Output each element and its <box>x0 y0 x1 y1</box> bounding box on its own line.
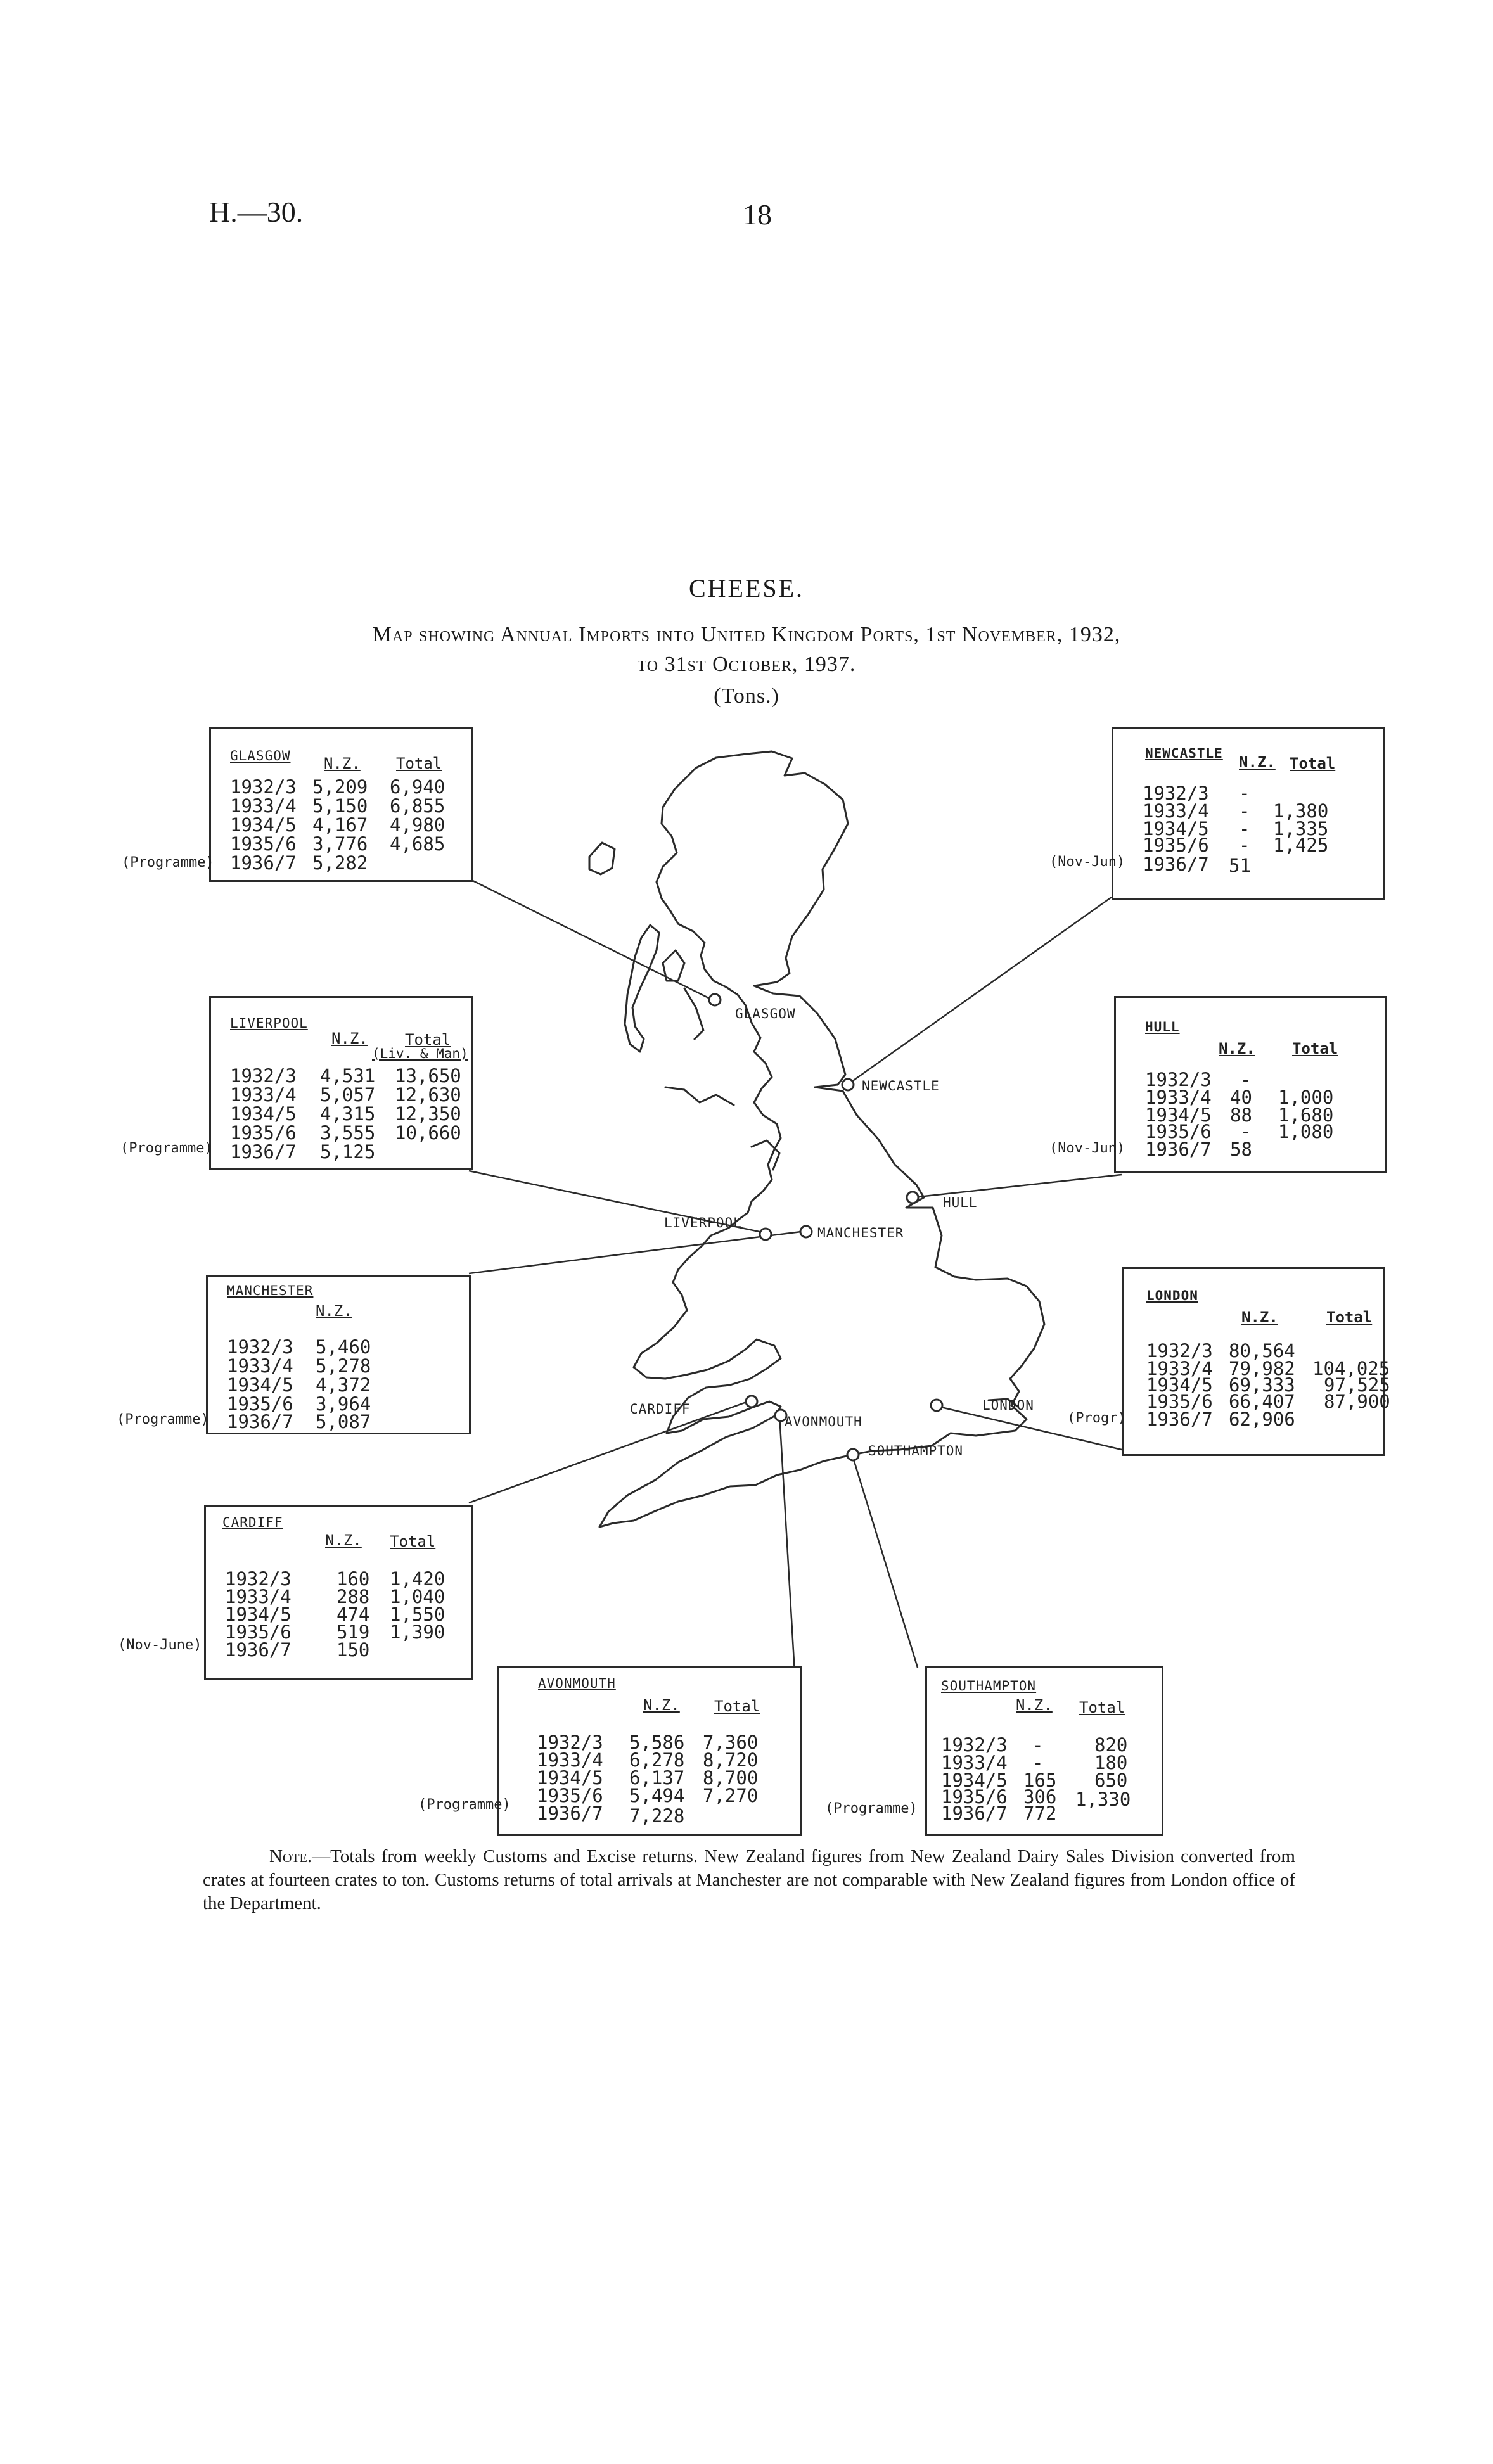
hull-nz-value: - <box>1240 1069 1252 1090</box>
london-year: 1936/7 <box>1146 1408 1213 1430</box>
port-marker-glasgow <box>709 994 721 1005</box>
manchester-year: 1934/5 <box>227 1374 293 1396</box>
avonmouth-total-value: 7,360 <box>703 1732 759 1753</box>
map-label-london: LONDON <box>982 1398 1034 1413</box>
port-marker-southampton <box>847 1449 859 1460</box>
wales-bay <box>665 1087 734 1105</box>
glasgow-total-value: 6,940 <box>390 776 445 798</box>
avonmouth-total-header: Total <box>714 1697 760 1715</box>
hull-nz-value: - <box>1240 1121 1252 1142</box>
newcastle-nz-value: 51 <box>1229 855 1251 876</box>
london-programme-note: (Progr) <box>1067 1410 1126 1426</box>
liverpool-table <box>209 996 473 1170</box>
liverpool-nz-header: N.Z. <box>331 1030 368 1047</box>
london-total-value: 97,525 <box>1324 1374 1390 1396</box>
leader-avonmouth <box>779 1414 795 1673</box>
southampton-nz-value: 772 <box>1023 1803 1057 1824</box>
glasgow-year: 1933/4 <box>230 795 297 817</box>
avonmouth-nz-value: 5,494 <box>629 1785 685 1806</box>
port-marker-newcastle <box>842 1079 854 1090</box>
avonmouth-year: 1936/7 <box>537 1803 603 1824</box>
southampton-nz-value: 306 <box>1023 1786 1057 1808</box>
london-total-header: Total <box>1326 1308 1373 1326</box>
liverpool-nz-value: 5,057 <box>320 1084 376 1106</box>
southampton-nz-value: - <box>1032 1752 1044 1773</box>
hull-year: 1934/5 <box>1145 1104 1212 1126</box>
liverpool-year: 1932/3 <box>230 1065 297 1087</box>
cardiff-nz-value: 288 <box>336 1586 370 1607</box>
hull-table <box>1114 996 1387 1173</box>
avonmouth-table <box>497 1666 802 1836</box>
avonmouth-total-value: 7,270 <box>703 1785 759 1806</box>
southampton-nz-value: - <box>1032 1734 1044 1756</box>
hebrides-islands <box>625 925 659 1052</box>
cardiff-year: 1932/3 <box>225 1568 292 1590</box>
map-label-avonmouth: AVONMOUTH <box>785 1414 862 1429</box>
avonmouth-year: 1933/4 <box>537 1749 603 1771</box>
cardiff-nz-header: N.Z. <box>325 1531 362 1549</box>
newcastle-year: 1935/6 <box>1143 834 1209 856</box>
southampton-year: 1936/7 <box>941 1803 1008 1824</box>
manchester-nz-value: 5,460 <box>316 1336 371 1358</box>
liverpool-total-value: 12,350 <box>395 1103 461 1125</box>
cardiff-total-value: 1,420 <box>390 1568 445 1590</box>
southampton-table <box>925 1666 1163 1836</box>
cardiff-table <box>204 1505 473 1680</box>
newcastle-total-value: 1,380 <box>1273 800 1329 822</box>
southampton-programme-note: (Programme) <box>825 1801 918 1816</box>
southampton-total-value: 820 <box>1094 1734 1128 1756</box>
southampton-total-value: 650 <box>1094 1770 1128 1791</box>
newcastle-total-value: 1,335 <box>1273 818 1329 839</box>
hull-nz-value: 58 <box>1230 1139 1252 1160</box>
footnote-text: —Totals from weekly Customs and Excise returns. New Zealand figures from New Zealand Dairy Sales Division converted from crates at fourteen crates to ton. Customs returns of total arrivals at Manchester are not comparable with New Zealand figures from London office of the Department. <box>203 1846 1295 1913</box>
southampton-nz-value: 165 <box>1023 1770 1057 1791</box>
newcastle-year: 1933/4 <box>1143 800 1209 822</box>
cardiff-nz-value: 160 <box>336 1568 370 1590</box>
avonmouth-year: 1935/6 <box>537 1785 603 1806</box>
cardiff-year: 1934/5 <box>225 1604 292 1625</box>
document-reference: H.—30. <box>209 196 304 228</box>
hull-year: 1935/6 <box>1145 1121 1212 1142</box>
avonmouth-nz-value: 6,278 <box>629 1749 685 1771</box>
liverpool-nz-value: 3,555 <box>320 1122 376 1144</box>
cardiff-nz-value: 519 <box>336 1621 370 1643</box>
southampton-total-value: 180 <box>1094 1752 1128 1773</box>
manchester-table <box>206 1275 471 1434</box>
liverpool-nz-value: 4,315 <box>320 1103 376 1125</box>
map-label-liverpool: LIVERPOOL <box>664 1215 742 1230</box>
southampton-total-header: Total <box>1079 1699 1125 1716</box>
london-total-value: 87,900 <box>1324 1391 1390 1412</box>
map-units: (Tons.) <box>714 684 779 708</box>
manchester-year: 1933/4 <box>227 1355 293 1377</box>
london-nz-header: N.Z. <box>1241 1308 1278 1326</box>
liverpool-programme-note: (Programme) <box>120 1140 213 1156</box>
glasgow-nz-value: 5,282 <box>312 852 368 874</box>
glasgow-nz-value: 5,150 <box>312 795 368 817</box>
liverpool-nz-value: 5,125 <box>320 1141 376 1163</box>
firth-clyde <box>684 988 703 1039</box>
avonmouth-title: AVONMOUTH <box>538 1676 616 1691</box>
liverpool-total-value: 10,660 <box>395 1122 461 1144</box>
leader-hull <box>913 1175 1122 1197</box>
hull-title: HULL <box>1145 1019 1180 1035</box>
glasgow-total-value: 4,980 <box>390 814 445 836</box>
avonmouth-nz-header: N.Z. <box>643 1696 680 1714</box>
newcastle-title: NEWCASTLE <box>1145 746 1223 761</box>
manchester-year: 1932/3 <box>227 1336 293 1358</box>
liverpool-title: LIVERPOOL <box>230 1016 308 1031</box>
manchester-nz-value: 4,372 <box>316 1374 371 1396</box>
glasgow-table <box>209 727 473 882</box>
newcastle-table <box>1112 727 1385 900</box>
hull-nz-header: N.Z. <box>1219 1040 1255 1057</box>
hull-year: 1933/4 <box>1145 1087 1212 1108</box>
map-label-cardiff: CARDIFF <box>630 1401 691 1417</box>
london-nz-value: 79,982 <box>1229 1358 1295 1379</box>
avonmouth-nz-value: 6,137 <box>629 1767 685 1789</box>
glasgow-total-value: 4,685 <box>390 833 445 855</box>
london-nz-value: 69,333 <box>1229 1374 1295 1396</box>
glasgow-year: 1934/5 <box>230 814 297 836</box>
glasgow-year: 1935/6 <box>230 833 297 855</box>
southampton-title: SOUTHAMPTON <box>941 1678 1037 1694</box>
glasgow-nz-header: N.Z. <box>324 755 361 772</box>
southampton-nz-header: N.Z. <box>1016 1696 1053 1714</box>
glasgow-nz-value: 4,167 <box>312 814 368 836</box>
london-table <box>1122 1267 1390 1456</box>
glasgow-year: 1932/3 <box>230 776 297 798</box>
glasgow-programme-note: (Programme) <box>122 855 214 871</box>
hull-nz-value: 40 <box>1230 1087 1252 1108</box>
port-marker-london <box>931 1400 942 1411</box>
avonmouth-year: 1932/3 <box>537 1732 603 1753</box>
liverpool-total-header: Total <box>405 1031 451 1049</box>
glasgow-year: 1936/7 <box>230 852 297 874</box>
port-marker-cardiff <box>746 1396 757 1407</box>
map-title: CHEESE. <box>688 574 805 603</box>
southampton-year: 1932/3 <box>941 1734 1008 1756</box>
hull-total-value: 1,080 <box>1278 1121 1334 1142</box>
avonmouth-year: 1934/5 <box>537 1767 603 1789</box>
cardiff-nz-value: 474 <box>336 1604 370 1625</box>
liverpool-total-value: 12,630 <box>395 1084 461 1106</box>
manchester-nz-header: N.Z. <box>316 1302 352 1320</box>
manchester-year: 1935/6 <box>227 1393 293 1415</box>
london-year: 1933/4 <box>1146 1358 1213 1379</box>
port-marker-hull <box>907 1192 918 1203</box>
liverpool-total-value: 13,650 <box>395 1065 461 1087</box>
newcastle-nz-value: - <box>1239 834 1250 856</box>
newcastle-nz-value: - <box>1239 782 1250 804</box>
glasgow-title: GLASGOW <box>230 748 291 763</box>
hull-year: 1932/3 <box>1145 1069 1212 1090</box>
skye-island <box>589 843 615 874</box>
glasgow-total-header: Total <box>396 755 442 772</box>
southampton-total-value: 1,330 <box>1075 1789 1131 1810</box>
southampton-year: 1933/4 <box>941 1752 1008 1773</box>
newcastle-total-header: Total <box>1290 755 1336 772</box>
newcastle-total-value: 1,425 <box>1273 834 1329 856</box>
map-subtitle-line2: to 31st October, 1937. <box>637 653 856 676</box>
liverpool-bay <box>752 1140 779 1170</box>
newcastle-year: 1936/7 <box>1143 853 1209 875</box>
liverpool-nz-value: 4,531 <box>320 1065 376 1087</box>
avonmouth-total-value: 8,720 <box>703 1749 759 1771</box>
cardiff-total-value: 1,550 <box>390 1604 445 1625</box>
avonmouth-total-value: 8,700 <box>703 1767 759 1789</box>
map-label-glasgow: GLASGOW <box>735 1006 796 1021</box>
map-label-manchester: MANCHESTER <box>817 1225 904 1241</box>
leader-southampton <box>853 1457 918 1668</box>
cardiff-year: 1933/4 <box>225 1586 292 1607</box>
cardiff-total-value: 1,390 <box>390 1621 445 1643</box>
manchester-year: 1936/7 <box>227 1411 293 1433</box>
map-label-hull: HULL <box>943 1195 978 1210</box>
map-label-southampton: SOUTHAMPTON <box>868 1443 964 1459</box>
map-label-newcastle: NEWCASTLE <box>862 1078 940 1094</box>
glasgow-total-value: 6,855 <box>390 795 445 817</box>
london-year: 1935/6 <box>1146 1391 1213 1412</box>
avonmouth-programme-note: (Programme) <box>418 1797 511 1813</box>
manchester-programme-note: (Programme) <box>117 1412 209 1427</box>
hull-programme-note: (Nov-Jun) <box>1049 1140 1125 1156</box>
manchester-title: MANCHESTER <box>227 1283 314 1298</box>
london-year: 1932/3 <box>1146 1340 1213 1362</box>
hull-year: 1936/7 <box>1145 1139 1212 1160</box>
liverpool-year: 1933/4 <box>230 1084 297 1106</box>
southampton-year: 1935/6 <box>941 1786 1008 1808</box>
map-subtitle-line1: Map showing Annual Imports into United Kingdom Ports, 1st November, 1932, <box>372 623 1121 646</box>
london-total-value: 104,025 <box>1312 1358 1390 1379</box>
london-nz-value: 66,407 <box>1229 1391 1295 1412</box>
newcastle-year: 1934/5 <box>1143 818 1209 839</box>
glasgow-nz-value: 3,776 <box>312 833 368 855</box>
port-marker-liverpool <box>760 1229 771 1240</box>
footnote-lead: Note. <box>269 1846 312 1867</box>
cardiff-total-header: Total <box>390 1533 436 1550</box>
london-title: LONDON <box>1146 1288 1198 1303</box>
manchester-nz-value: 5,278 <box>316 1355 371 1377</box>
london-year: 1934/5 <box>1146 1374 1213 1396</box>
hull-total-value: 1,000 <box>1278 1087 1334 1108</box>
newcastle-nz-header: N.Z. <box>1239 753 1276 771</box>
liverpool-year: 1935/6 <box>230 1122 297 1144</box>
liverpool-year: 1934/5 <box>230 1103 297 1125</box>
cardiff-total-value: 1,040 <box>390 1586 445 1607</box>
london-nz-value: 62,906 <box>1229 1408 1295 1430</box>
newcastle-nz-value: - <box>1239 800 1250 822</box>
leader-cardiff <box>469 1400 752 1503</box>
avonmouth-nz-value: 7,228 <box>629 1805 685 1827</box>
leader-newcastle <box>849 897 1112 1083</box>
avonmouth-nz-value: 5,586 <box>629 1732 685 1753</box>
newcastle-year: 1932/3 <box>1143 782 1209 804</box>
newcastle-nz-value: - <box>1239 818 1250 839</box>
page-number: 18 <box>743 198 772 231</box>
liverpool-sub-header: (Liv. & Man) <box>372 1046 468 1061</box>
manchester-nz-value: 5,087 <box>316 1411 371 1433</box>
cardiff-programme-note: (Nov-June) <box>118 1637 202 1653</box>
port-marker-manchester <box>800 1226 812 1237</box>
cardiff-year: 1936/7 <box>225 1639 292 1661</box>
footnote <box>203 1845 1295 1915</box>
cardiff-nz-value: 150 <box>336 1639 370 1661</box>
newcastle-programme-note: (Nov-Jun) <box>1049 854 1125 870</box>
hull-total-value: 1,680 <box>1278 1104 1334 1126</box>
leader-manchester <box>469 1232 801 1273</box>
southampton-year: 1934/5 <box>941 1770 1008 1791</box>
hull-total-header: Total <box>1292 1040 1338 1057</box>
manchester-nz-value: 3,964 <box>316 1393 371 1415</box>
glasgow-nz-value: 5,209 <box>312 776 368 798</box>
liverpool-year: 1936/7 <box>230 1141 297 1163</box>
hull-nz-value: 88 <box>1230 1104 1252 1126</box>
leader-glasgow <box>470 879 712 1000</box>
london-nz-value: 80,564 <box>1229 1340 1295 1362</box>
cardiff-year: 1935/6 <box>225 1621 292 1643</box>
cardiff-title: CARDIFF <box>222 1515 283 1530</box>
